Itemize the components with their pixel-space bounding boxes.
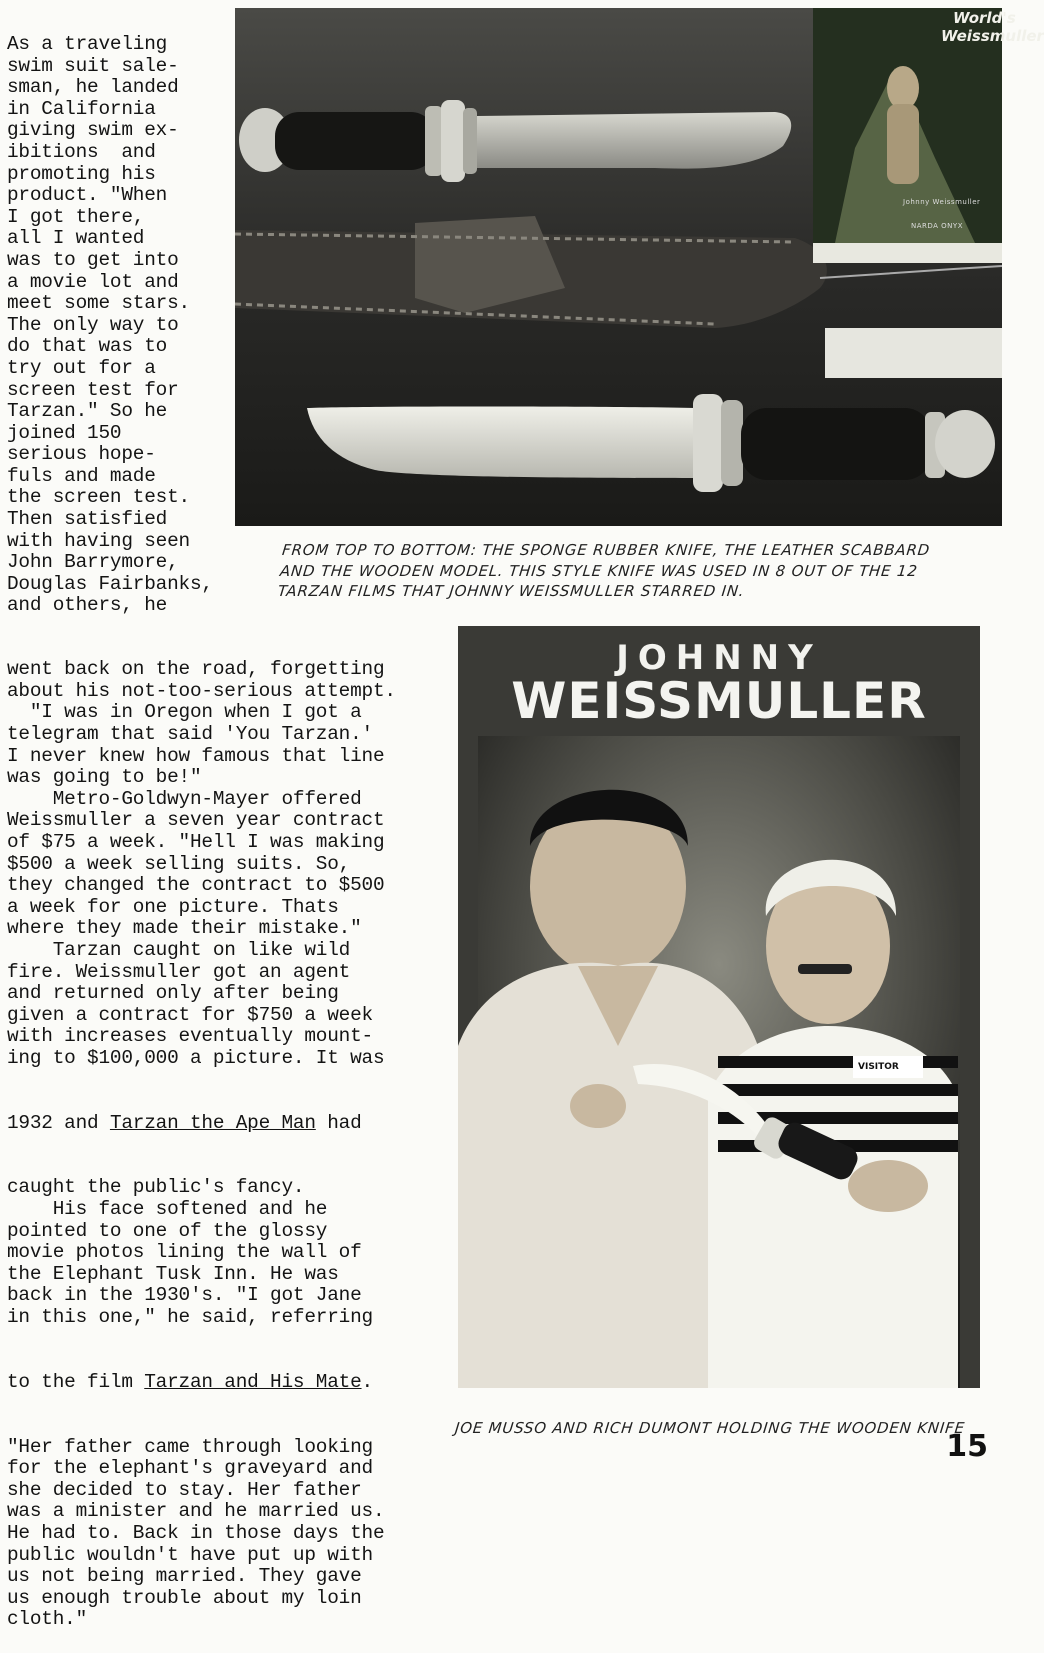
knife-photo-caption	[277, 540, 1003, 602]
name-tag: VISITOR	[858, 1062, 899, 1072]
article-line: "Her father came through looking	[7, 1435, 373, 1458]
book-title-line-2: Weissmuller	[941, 27, 1044, 45]
article-line: As a traveling	[7, 33, 168, 55]
article-line: a week for one picture. Thats	[7, 895, 339, 918]
article-line: and returned only after being	[7, 982, 339, 1005]
film-title-ape-man: Tarzan the Ape Man	[109, 1111, 316, 1134]
article-line: in California	[7, 97, 156, 120]
article-line: a movie lot and	[7, 270, 179, 293]
article-line: caught the public's fancy.	[7, 1176, 305, 1199]
article-line: us enough trouble about my loin	[7, 1586, 362, 1609]
article-line: serious hope-	[7, 443, 156, 466]
article-line: for the elephant's graveyard and	[7, 1457, 373, 1480]
line-text: had	[315, 1111, 362, 1134]
article-line: He had to. Back in those days the	[7, 1521, 385, 1544]
article-line: screen test for	[7, 378, 179, 401]
article-line: product. "When	[7, 184, 168, 207]
article-line: swim suit sale-	[7, 54, 179, 77]
line-text: to the film	[7, 1370, 145, 1393]
book-author: Johnny Weissmuller	[903, 198, 981, 206]
article-line: they changed the contract to $500	[7, 874, 385, 897]
article-line: the Elephant Tusk Inn. He was	[7, 1262, 339, 1285]
article-line-1932	[7, 1113, 396, 1135]
poster-illustration	[458, 626, 980, 1388]
article-line: in this one," he said, referring	[7, 1306, 373, 1328]
article-line: public wouldn't have put up with	[7, 1543, 373, 1566]
article-line: pointed to one of the glossy	[7, 1219, 328, 1242]
book-coauthor: NARDA ONYX	[911, 222, 963, 230]
line-text: .	[361, 1370, 373, 1393]
article-text-block-b	[7, 1177, 396, 1328]
article-line: Metro-Goldwyn-Mayer offered	[7, 787, 362, 810]
caption-line: TARZAN FILMS THAT JOHNNY WEISSMULLER STARRED IN.	[276, 582, 746, 600]
page-number: 15	[946, 1429, 988, 1464]
article-line: was a minister and he married us.	[7, 1500, 385, 1523]
article-text-block-c	[7, 1437, 396, 1631]
article-line: "I was in Oregon when I got a	[7, 701, 362, 724]
article-text-block-a	[7, 659, 396, 1069]
article-column-wide	[7, 616, 396, 1653]
article-line: with increases eventually mount-	[7, 1025, 373, 1048]
article-line: ing to $100,000 a picture. It was	[7, 1046, 385, 1069]
article-line: The only way to	[7, 313, 179, 336]
article-line: where they made their mistake."	[7, 917, 362, 940]
poster-photo	[458, 626, 980, 1388]
article-line: I never knew how famous that line	[7, 744, 385, 767]
article-line: giving swim ex-	[7, 119, 179, 142]
article-line: us not being married. They gave	[7, 1565, 362, 1588]
article-line: sman, he landed	[7, 76, 179, 99]
film-title-his-mate: Tarzan and His Mate	[144, 1370, 362, 1393]
article-line: went back on the road, forgetting	[7, 658, 385, 681]
article-line: about his not-too-serious attempt.	[7, 679, 396, 702]
knife-illustration	[235, 8, 1002, 526]
article-line: cloth."	[7, 1608, 88, 1631]
article-line: meet some stars.	[7, 292, 190, 315]
caption-line: FROM TOP TO BOTTOM: THE SPONGE RUBBER KNIFE, THE LEATHER SCABBARD	[281, 541, 932, 559]
article-line: with having seen	[7, 529, 190, 552]
article-line: joined 150	[7, 421, 122, 444]
article-line: I got there,	[7, 205, 145, 228]
article-line: try out for a	[7, 356, 156, 379]
article-line: was going to be!"	[7, 766, 202, 789]
article-line: fire. Weissmuller got an agent	[7, 960, 351, 983]
article-line: fuls and made	[7, 464, 156, 487]
article-line: all I wanted	[7, 227, 145, 250]
caption-line: AND THE WOODEN MODEL. THIS STYLE KNIFE WAS USED IN 8 OUT OF THE 12	[279, 561, 919, 580]
article-column-narrow	[7, 34, 213, 617]
article-line: ibitions and	[7, 140, 156, 163]
article-line: John Barrymore,	[7, 551, 179, 574]
article-line: telegram that said 'You Tarzan.'	[7, 722, 373, 745]
article-line: she decided to stay. Her father	[7, 1478, 362, 1501]
article-line: movie photos lining the wall of	[7, 1241, 362, 1264]
article-line: back in the 1930's. "I got Jane	[7, 1284, 362, 1307]
article-line: promoting his	[7, 162, 156, 185]
poster-title-last: WEISSMULLER	[511, 672, 927, 730]
article-line: given a contract for $750 a week	[7, 1003, 373, 1026]
article-line: do that was to	[7, 335, 168, 358]
article-line: and others, he	[7, 594, 168, 617]
line-text: 1932 and	[7, 1111, 110, 1134]
book-title-line-1: World's	[953, 9, 1016, 27]
article-line: of $75 a week. "Hell I was making	[7, 830, 385, 853]
article-line: the screen test.	[7, 486, 190, 509]
article-line: Weissmuller a seven year contract	[7, 809, 385, 832]
poster-photo-caption: JOE MUSSO AND RICH DUMONT HOLDING THE WOODEN KNIFE	[454, 1419, 966, 1437]
poster-title-first: JOHNNY	[616, 638, 822, 678]
article-line-film	[7, 1372, 396, 1394]
article-line: Tarzan caught on like wild	[7, 938, 351, 961]
article-line: Tarzan." So he	[7, 400, 168, 423]
article-line: was to get into	[7, 248, 179, 271]
knife-photo	[235, 8, 1044, 526]
article-line: Then satisfied	[7, 508, 168, 531]
article-line: Douglas Fairbanks,	[7, 572, 213, 595]
article-line: His face softened and he	[7, 1198, 328, 1221]
article-line: $500 a week selling suits. So,	[7, 852, 351, 875]
